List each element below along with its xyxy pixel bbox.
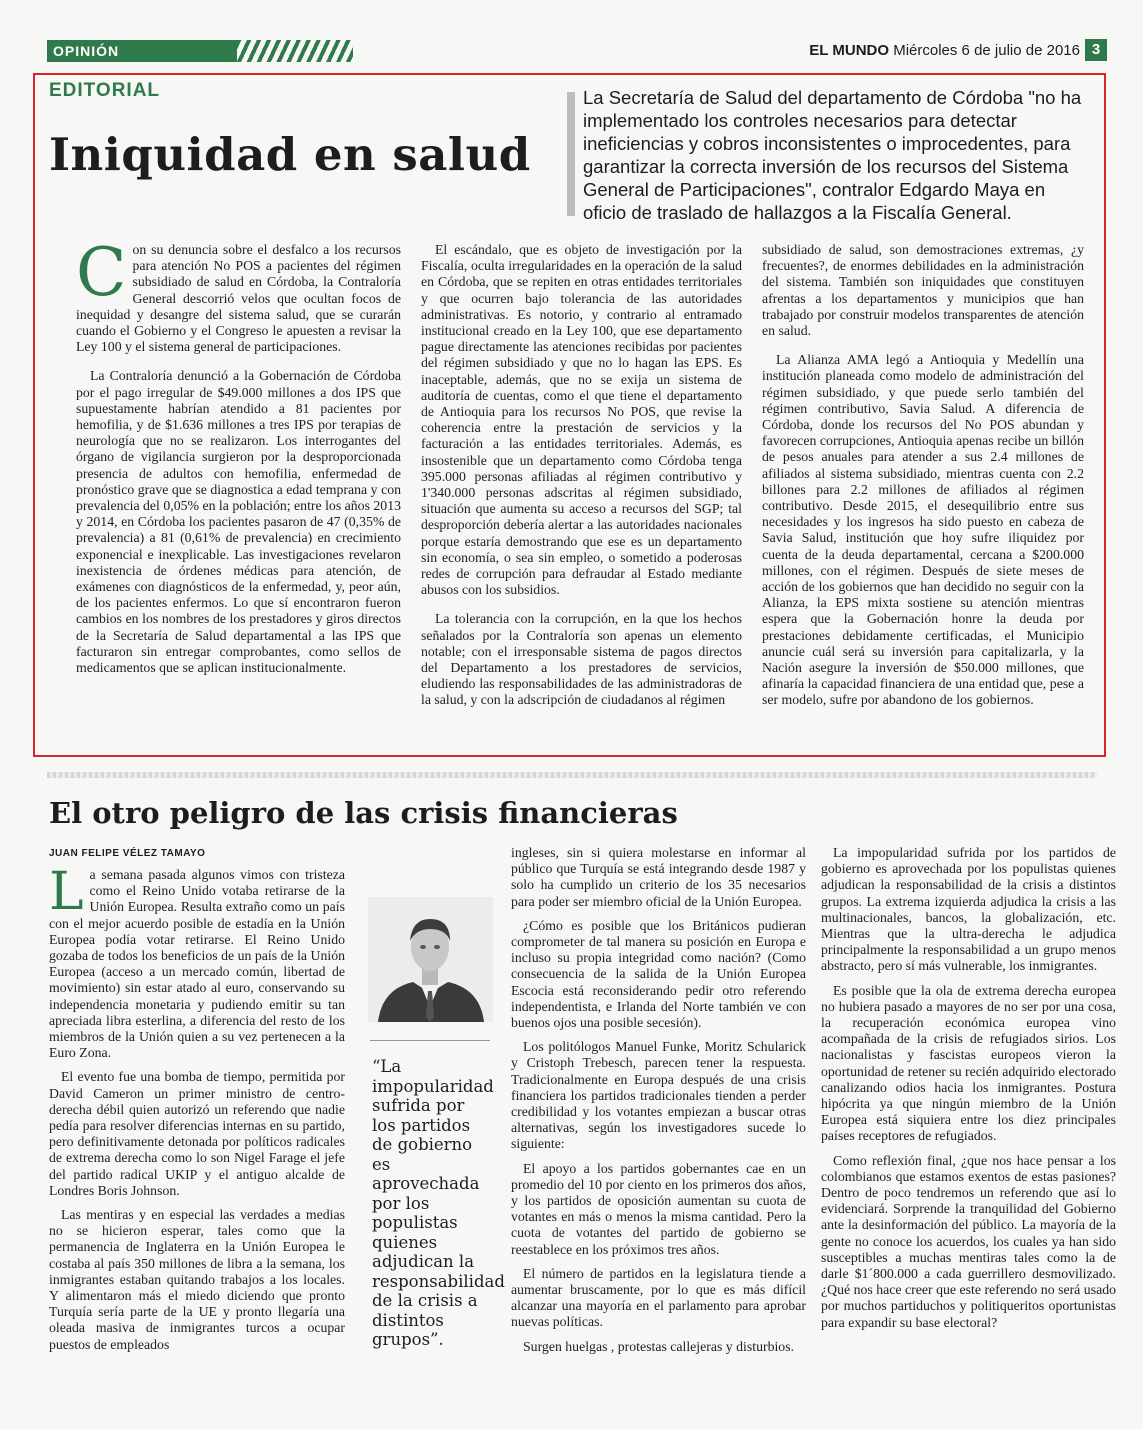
pullquote-rule	[370, 1040, 490, 1041]
drop-cap: L	[49, 862, 84, 922]
article-title: El otro peligro de las crisis financieras	[49, 796, 678, 830]
author-portrait	[368, 897, 493, 1022]
pullquote: “La impopularidad sufrida por los partidos de gobierno es aprovechada por los populistas quienes adjudican la responsabilidad de la crisis a distintos grupos”.	[372, 1057, 505, 1349]
issue-date: Miércoles 6 de julio de 2016	[893, 42, 1080, 59]
editorial-title: Iniquidad en salud	[49, 128, 531, 181]
paragraph: El escándalo, que es objeto de investigación por la Fiscalía, oculta irregularidades en la operación de la salud en Córdoba, que se repiten en otras entidades territoriales y que ocurren bajo tolerancia de las autoridades administrativas. Es notorio, y contrario al entramado institucional creado en la Ley 100, que ese departamento pague directamente las atenciones recibidas por pacientes del régimen subsidiado y que no lo hagan las EPS. Es inaceptable, además, que no se exija un sistema de auditoría de cuentas, como el que tiene el departamento de Antioquia para los recursos No POS, que revise la coherencia entre la prestación de servicios y la facturación a las entidades territoriales. Además, es insostenible que un departamento como Córdoba tenga 395.000 personas afiliadas al régimen contributivo y 1'340.000 personas adscritas al régimen subsidiado, situación que aumenta su acceso a recursos del SGP; tal desproporción debería alertar a las autoridades nacionales porque estaría demostrando que ese es un departamento sin economía, o sea sin empleo, o sometido a poderosas redes de corrupción para defraudar al Estado mediante abusos con los subsidios.	[421, 242, 742, 598]
paragraph: La Alianza AMA legó a Antioquia y Medellín una institución planeada como modelo de administración del régimen subsidiado, y que puede serlo también del régimen contributivo, Savia Salud. A diferencia de Córdoba, donde los recursos del No POS abundan y favorecen corrupciones, Antioquia apenas recibe un billón de pesos anuales para atender a sus 2.4 millones de afiliados al sistema subsidiado, mientras cuenta con 2.2 billones para 2.2 millones de afiliados al régimen contributivo. Desde 2015, el desequilibrio entre sus necesidades y los ingresos ha sido puesto en cabeza de Savia Salud, institución que hoy sufre iliquidez por cuenta de la deuda departamental, cercana a $200.000 millones, con el régimen. Después de siete meses de acción de los gobiernos que han decidido no seguir con la Alianza, la EPS mixta sostiene su atención mientras espera que la Gobernación honre la deuda por prestaciones debidamente certificadas, el Municipio anuncie cuál será su inversión para capitalizarla, y la Nación asegure la inversión de $50.000 millones, que afinaría la capacidad financiera de una entidad que, pese a ser modelo, sufre por abandono de los gobiernos.	[762, 352, 1084, 708]
editorial-label: EDITORIAL	[49, 80, 161, 101]
drop-cap: C	[76, 234, 127, 311]
editorial-column-3	[762, 242, 1084, 722]
article-column-3	[821, 845, 1116, 1339]
paragraph: subsidiado de salud, son demostraciones extremas, ¿y frecuentes?, de enormes debilidades en la administración del sistema. También son iniquidades que constituyen afrentas a los departamentos y municipios que han trabajado por construir modelos transparentes de atención en salud.	[762, 242, 1084, 339]
paragraph: ingleses, sin si quiera molestarse en informar al público que Turquía se está integrando desde 1987 y solo ha cumplido un criterio de los 35 necesarios para poder ser miembro oficial de la Unión Europea.	[511, 845, 806, 909]
editorial-quote: La Secretaría de Salud del departamento de Córdoba "no ha implementado los controles necesarios para detectar ineficiencias y cobros inconsistentes o improcedentes, para garantizar la correcta inversión de los recursos del Sistema General de Participaciones", contralor Edgardo Maya en oficio de traslado de hallazgos a la Fiscalía General.	[583, 87, 1082, 223]
quote-bar	[567, 92, 575, 216]
paragraph: La Contraloría denunció a la Gobernación de Córdoba por el pago irregular de $49.000 millones a dos IPS que supuestamente habrían atendido a 81 pacientes por hemofilia, y de $1.636 millones a tres IPS por terapias de neurología que no se realizaron. Los interrogantes del órgano de vigilancia surgieron por la desproporcionada presencia de adultos con hemofilia, enfermedad de pronóstico grave que se diagnostica a edad temprana y con prevalencia del 0,05% en la población; entre los años 2013 y 2014, en Córdoba los pacientes pasaron de 47 (0,35% de prevalencia) a 81 (0,61% de prevalencia) en crecimiento exponencial e inexplicable. Las investigaciones revelaron inexistencia de órdenes médicas para atención, de exámenes con diagnósticos de la enfermedad, y, peor aún, de los pacientes enfermos. Lo que sí encontraron fueron cambios en los nombres de los prestadores y giros directos de la Secretaría de Salud departamental a las IPS que facturaron sin entregar comprobantes, como sellos de medicamentos que se aplican institucionalmente.	[76, 368, 401, 676]
paragraph: Con su denuncia sobre el desfalco a los recursos para atención No POS a pacientes del régimen subsidiado de salud en Córdoba, la Contraloría General descorrió velos que ocultan focos de inequidad y desangre del sistema salud, que se curarán cuando el Gobierno y el Congreso le apuesten a revisar la Ley 100 y el sistema general de participaciones.	[76, 234, 401, 355]
section-divider	[47, 772, 1097, 778]
page-number: 3	[1085, 39, 1107, 61]
section-stripes	[237, 40, 353, 62]
paragraph: Las mentiras y en especial las verdades a medias no se hicieron esperar, tales como que la permanencia de Inglaterra en la Unión Europea le costaba al país 350 millones de libra a la semana, los inmigrantes estaban quitando trabajos a los locales. Y alimentaron más el miedo diciendo que pronto Turquía sería parte de la UE y pronto llegaría una oleada masiva de inmigrantes turcos a ocupar puestos de empleados	[49, 1207, 345, 1352]
paragraph: Surgen huelgas , protestas callejeras y disturbios.	[523, 1338, 795, 1354]
paragraph: Los politólogos Manuel Funke, Moritz Schularick y Cristoph Trebesch, parecen tener la respuesta. Tradicionalmente en Europa después de una crisis financiera los partidos tradicionales tienden a perder credibilidad y los votantes empiezan a buscar otras alternativas, según los investigadores sucede lo siguiente:	[511, 1039, 806, 1152]
paragraph: Es posible que la ola de extrema derecha europea no hubiera pasado a mayores de no ser por una cosa, la recuperación económica europea vino acompañada de la crisis de refugiados sirios. Los nacionalistas y fascistas europeos vieron la oportunidad de retener su recién adquirido electorado canalizando odios hacia los inmigrantes. Postura hipócrita ya que ningún miembro de la Unión Europea está siquiera entre los diez principales países receptores de refugiados.	[821, 982, 1116, 1144]
paragraph: La impopularidad sufrida por los partidos de gobierno es aprovechada por los populistas quienes adjudican la responsabilidad de la crisis a distintos grupos. La extrema izquierda adjudica la crisis a las multinacionales, bancos, la globalización, etc. Mientras que la ultra-derecha le adjudica principalmente la responsabilidad a un grupo menos abstracto, pero sí más vulnerable, los inmigrantes.	[821, 845, 1116, 974]
paragraph: ¿Cómo es posible que los Británicos pudieran comprometer de tal manera su posición en Europa e incluso su propia integridad como nación? (Como consecuencia de la salida de la Unión Europea Escocia está reconsiderando pedir otro referendo independentista, e Irlanda del Norte también ve con buenos ojos una posible secesión).	[511, 917, 806, 1031]
masthead-info	[809, 40, 1080, 62]
editorial-column-2	[421, 242, 742, 722]
paragraph: El número de partidos en la legislatura tiende a aumentar bruscamente, por lo que es más difícil alcanzar una mayoría en el parlamento para aprobar nuevas políticas.	[511, 1265, 806, 1330]
paragraph: La tolerancia con la corrupción, en la que los hechos señalados por la Contraloría son apenas un elemento notable; con el irresponsable sistema de pagos directos del Departamento a los prestadores de servicios, eludiendo las responsabilidades de las administradoras de la salud, y con la adscripción de ciudadanos al régimen	[421, 611, 742, 708]
section-label: OPINIÓN	[47, 40, 237, 62]
article-author: JUAN FELIPE VÉLEZ TAMAYO	[49, 848, 206, 859]
paragraph: La semana pasada algunos vimos con tristeza como el Reino Unido votaba retirarse de la Unión Europea. Resulta extraño como un país con el mejor acuerdo posible de estadía en la Unión Europea podía votar retirarse. El Reino Unido gozaba de todos los beneficios de un país de la Unión Europea (acceso a un mercado común, libertad de movimiento) sin estar atado al euro, conservando su independencia monetaria y pudiendo emitir su tan apreciada libra esterlina, a diferencia del resto de los miembros de la Unión quien a su vez pertenecen a la Euro Zona.	[49, 862, 345, 1061]
article-column-1	[49, 862, 345, 1361]
newspaper-name: EL MUNDO	[809, 42, 890, 59]
article-column-2	[511, 845, 806, 1363]
editorial-column-1	[76, 234, 401, 689]
paragraph: Como reflexión final, ¿que nos hace pensar a los colombianos que estamos exentos de estas pasiones? Dentro de poco tendremos un referendo que así lo evidenciará. Sorprende la tranquilidad del Gobierno ante la desinformación del público. La mayoría de la gente no conoce los acuerdos, los cuales ya han sido susceptibles a muchas mentiras tales como la de darle $1´800.000 a cada guerrillero desmovilizado. ¿Qué nos hace creer que este referendo no será usado por muchos partiduchos y politiqueritos oportunistas para expandir su base electoral?	[821, 1152, 1116, 1330]
paragraph: El apoyo a los partidos gobernantes cae en un promedio del 10 por ciento en los primeros dos años, y los partidos de oposición aumentan su cuota de votantes en más o menos la misma cantidad. Pero la cuota de votantes del partido de gobierno se reestablece en los próximos tres años.	[511, 1160, 806, 1257]
paragraph: El evento fue una bomba de tiempo, permitida por David Cameron un primer ministro de centro-derecha débil quien autorizó un referendo que nadie pedía para resolver diferencias internas en su partido, pero definitivamente detonada por políticos radicales de extrema derecha como lo son Nigel Farage el jefe del partido radical UKIP y el antiguo alcalde de Londres Boris Johnson.	[49, 1069, 345, 1198]
